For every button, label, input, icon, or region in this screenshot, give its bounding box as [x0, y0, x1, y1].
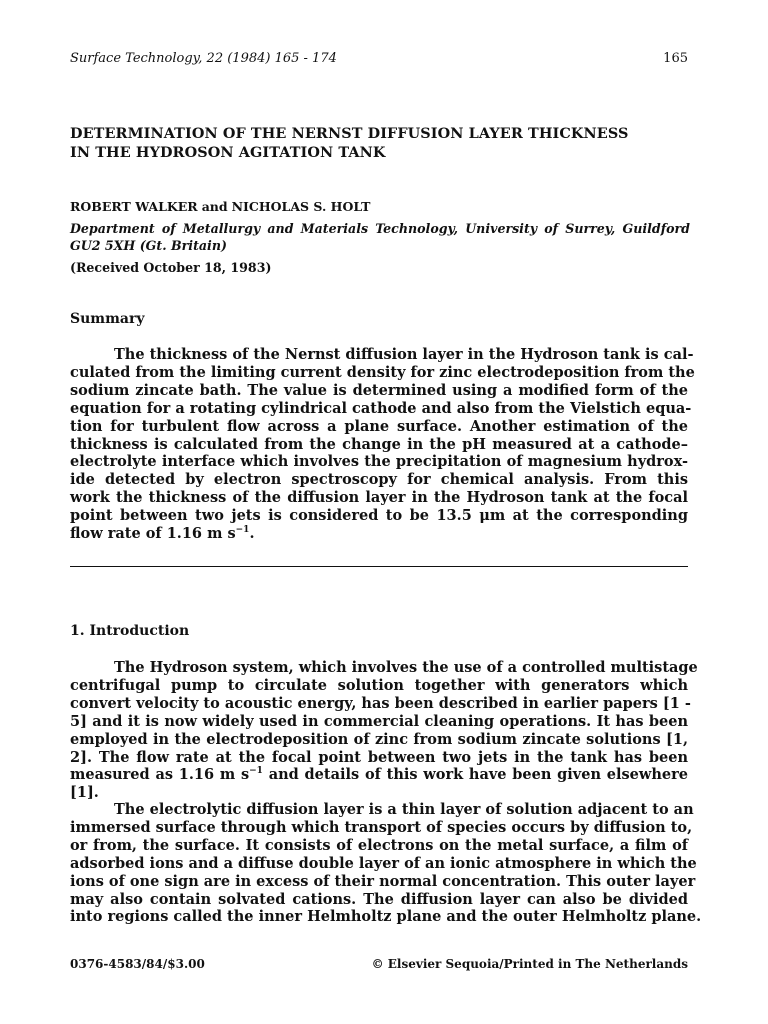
body-line-with-exponent — [70, 766, 688, 784]
body-line: 5] and it is now widely used in commercial cleaning operations. It has been — [70, 712, 688, 730]
introduction-heading: 1. Introduction — [70, 623, 190, 639]
summary-line: work the thickness of the diffusion layer in the Hydroson tank at the focal — [70, 489, 688, 507]
affiliation-line-2: GU2 5XH (Gt. Britain) — [70, 238, 227, 253]
body-line: [1]. — [70, 784, 99, 802]
summary-last-line-exponent: −1 — [235, 525, 250, 536]
summary-paragraph — [70, 346, 695, 543]
summary-line: equation for a rotating cylindrical cathode and also from the Vielstich equa- — [70, 399, 692, 417]
summary-line: sodium zincate bath. The value is determined using a modified form of the — [70, 381, 688, 399]
author-1: ROBERT WALKER — [70, 199, 198, 214]
publisher-notice: © Elsevier Sequoia/Printed in The Netherlands — [371, 957, 688, 971]
running-head — [70, 50, 688, 68]
title-line-1: DETERMINATION OF THE NERNST DIFFUSION LAYER THICKNESS — [70, 125, 629, 142]
summary-last-line-period: . — [249, 525, 255, 543]
page-number: 165 — [663, 51, 688, 66]
author-2: NICHOLAS S. HOLT — [231, 199, 371, 214]
summary-line: electrolyte interface which involves the precipitation of magnesium hydrox- — [70, 453, 688, 471]
body-line: immersed surface through which transport of species occurs by diffusion to, — [70, 818, 693, 836]
summary-last-line-text: flow rate of 1.16 m s — [70, 525, 236, 543]
body-line: centrifugal pump to circulate solution together with generators which — [70, 676, 688, 694]
journal-citation: Surface Technology, 22 (1984) 165 - 174 — [70, 51, 337, 66]
body-line: 2]. The flow rate at the focal point between two jets in the tank has been — [70, 748, 688, 766]
page-footer — [70, 956, 688, 972]
body-line-text: and details of this work have been given elsewhere — [262, 766, 688, 784]
body-line: ions of one sign are in excess of their normal concentration. This outer layer — [70, 872, 696, 890]
summary-line: thickness is calculated from the change in the pH measured at a cathode– — [70, 435, 688, 453]
author-conjunction: and — [201, 199, 228, 214]
article-code: 0376-4583/84/$3.00 — [70, 957, 205, 971]
article-title — [70, 124, 692, 162]
introduction-paragraph-2 — [70, 801, 702, 926]
body-line: may also contain solvated cations. The diffusion layer can also be divided — [70, 890, 688, 908]
summary-line: point between two jets is considered to be 13.5 μm at the corresponding — [70, 507, 688, 525]
summary-line: tion for turbulent flow across a plane surface. Another estimation of the — [70, 417, 688, 435]
affiliation — [70, 220, 690, 254]
received-date: (Received October 18, 1983) — [70, 260, 272, 275]
body-line-text: measured as 1.16 m s — [70, 766, 250, 784]
author-list — [70, 198, 370, 216]
summary-line: culated from the limiting current density for zinc electrodeposition from the — [70, 363, 695, 381]
body-line: The Hydroson system, which involves the use of a controlled multistage — [114, 659, 698, 676]
body-line: employed in the electrodeposition of zinc from sodium zincate solutions [1, — [70, 730, 688, 748]
section-divider — [70, 566, 688, 567]
body-line: into regions called the inner Helmholtz plane and the outer Helmholtz plane. — [70, 908, 702, 926]
summary-heading: Summary — [70, 311, 145, 327]
summary-line: ide detected by electron spectroscopy for chemical analysis. From this — [70, 471, 688, 489]
body-line: The electrolytic diffusion layer is a thin layer of solution adjacent to an — [114, 801, 694, 818]
body-line: adsorbed ions and a diffuse double layer of an ionic atmosphere in which the — [70, 854, 697, 872]
summary-last-line — [70, 525, 688, 543]
summary-line: The thickness of the Nernst diffusion layer in the Hydroson tank is cal- — [114, 346, 694, 363]
flow-rate-exponent: −1 — [249, 766, 263, 777]
introduction-paragraph-1 — [70, 659, 698, 802]
title-line-2: IN THE HYDROSON AGITATION TANK — [70, 144, 386, 161]
body-line: or from, the surface. It consists of electrons on the metal surface, a film of — [70, 836, 688, 854]
affiliation-line-1: Department of Metallurgy and Materials Technology, University of Surrey, Guildford — [70, 221, 690, 236]
body-line: convert velocity to acoustic energy, has been described in earlier papers [1 - — [70, 694, 691, 712]
